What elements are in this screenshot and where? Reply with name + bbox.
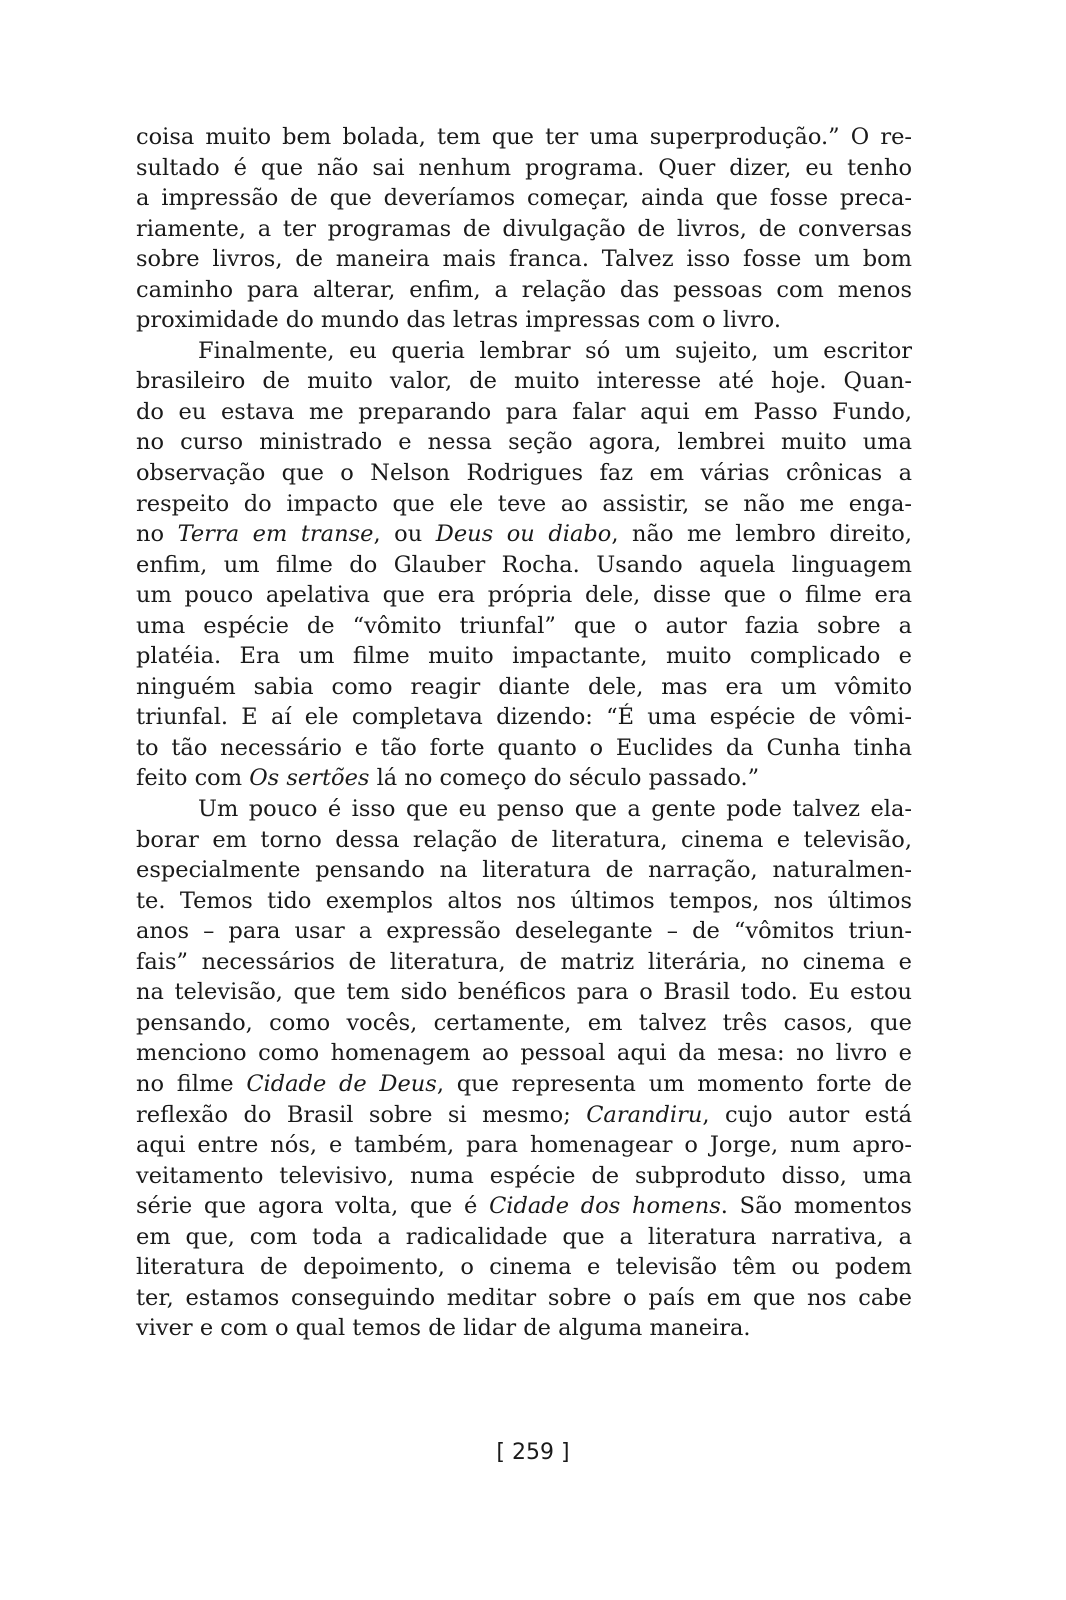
text-segment: especialmente pensando na literatura de narração, naturalmen- [136,857,912,884]
text-line [136,183,912,214]
text-segment: te. Temos tido exemplos altos nos últimos tempos, nos últimos [136,887,912,914]
text-line [136,489,912,520]
text-segment: série que agora volta, que é [136,1193,490,1220]
text-segment: sultado é que não sai nenhum programa. Quer dizer, eu tenho [136,154,912,181]
text-line [136,153,912,184]
text-segment: do eu estava me preparando para falar aqui em Passo Fundo, [136,398,912,425]
text-segment: no curso ministrado e nessa seção agora, lembrei muito uma [136,429,912,456]
italic-title: Deus ou diabo [435,521,612,548]
text-segment: triunfal. E aí ele completava dizendo: “É uma espécie de vômi- [136,704,912,731]
text-line [136,855,912,886]
text-line [136,1161,912,1192]
text-segment: Um pouco é isso que eu penso que a gente pode talvez ela- [198,796,912,823]
text-segment: proximidade do mundo das letras impressas com o livro. [136,307,781,334]
text-line [136,1008,912,1039]
text-line [136,214,912,245]
italic-title: Cidade dos homens [489,1193,721,1220]
text-line [136,550,912,581]
text-segment: em que, com toda a radicalidade que a literatura narrativa, a [136,1223,912,1250]
text-line [136,947,912,978]
italic-title: Terra em transe [177,521,374,548]
italic-title: Cidade de Deus [246,1070,437,1097]
italic-title: Carandiru [586,1101,703,1128]
text-line [136,702,912,733]
text-segment: aqui entre nós, e também, para homenagear o Jorge, num apro- [136,1132,912,1159]
text-segment: literatura de depoimento, o cinema e televisão têm ou podem [136,1254,912,1281]
text-line [136,336,912,367]
text-segment: borar em torno dessa relação de literatura, cinema e televisão, [136,826,912,853]
text-line [136,672,912,703]
text-segment: to tão necessário e tão forte quanto o Euclides da Cunha tinha [136,734,912,761]
text-segment: ter, estamos conseguindo meditar sobre o país em que nos cabe [136,1284,912,1311]
text-line [136,1038,912,1069]
paragraph [136,336,912,794]
text-segment: respeito do impacto que ele teve ao assistir, se não me enga- [136,490,912,517]
text-segment: reflexão do Brasil sobre si mesmo; [136,1101,587,1128]
text-line [136,1222,912,1253]
text-segment: coisa muito bem bolada, tem que ter uma superprodução.” O re- [136,124,912,150]
italic-title: Os sertões [249,765,370,792]
paragraph [136,794,912,1344]
page-number: [ 259 ] [496,1440,570,1465]
text-segment: , não me lembro direito, [611,521,912,548]
text-segment: veitamento televisivo, numa espécie de subproduto disso, uma [136,1162,912,1189]
text-segment: pensando, como vocês, certamente, em talvez três casos, que [136,1009,912,1036]
body-text [136,122,912,1344]
text-line [136,580,912,611]
text-line [136,886,912,917]
text-line [136,611,912,642]
text-line [136,275,912,306]
text-line [136,763,912,794]
text-segment: platéia. Era um filme muito impactante, muito complicado e [136,643,912,670]
text-line [136,1283,912,1314]
text-line [136,1313,912,1344]
text-segment: feito com [136,765,250,792]
text-segment: brasileiro de muito valor, de muito interesse até hoje. Quan- [136,368,912,395]
text-line [136,122,912,153]
text-line [136,1130,912,1161]
text-segment: um pouco apelativa que era própria dele, disse que o filme era [136,582,912,609]
text-line [136,825,912,856]
text-line [136,519,912,550]
text-segment: na televisão, que tem sido benéficos para o Brasil todo. Eu estou [136,979,912,1006]
text-line [136,641,912,672]
text-segment: lá no começo do século passado.” [369,765,760,792]
text-line [136,1252,912,1283]
text-segment: a impressão de que deveríamos começar, ainda que fosse preca- [136,185,912,212]
text-line [136,733,912,764]
text-segment: anos – para usar a expressão deselegante – de “vômitos triun- [136,918,912,945]
text-segment: viver e com o qual temos de lidar de alguma maneira. [136,1315,751,1342]
text-line [136,1191,912,1222]
text-segment: , ou [373,521,436,548]
text-line [136,1100,912,1131]
text-segment: caminho para alterar, enfim, a relação das pessoas com menos [136,276,912,303]
text-segment: enfim, um filme do Glauber Rocha. Usando aquela linguagem [136,551,912,578]
text-segment: observação que o Nelson Rodrigues faz em várias crônicas a [136,460,912,487]
paragraph [136,122,912,336]
text-line [136,305,912,336]
text-segment: riamente, a ter programas de divulgação de livros, de conversas [136,215,912,242]
text-line [136,458,912,489]
text-segment: Finalmente, eu queria lembrar só um sujeito, um escritor [198,337,912,364]
text-line [136,916,912,947]
text-line [136,977,912,1008]
text-segment: ninguém sabia como reagir diante dele, mas era um vômito [136,673,912,700]
text-segment: no [136,521,178,548]
text-line [136,794,912,825]
text-segment: , que representa um momento forte de [436,1070,912,1097]
text-segment: sobre livros, de maneira mais franca. Talvez isso fosse um bom [136,246,912,273]
text-segment: uma espécie de “vômito triunfal” que o autor fazia sobre a [136,612,912,639]
text-line [136,244,912,275]
text-segment: fais” necessários de literatura, de matriz literária, no cinema e [136,948,912,975]
text-line [136,366,912,397]
text-line [136,397,912,428]
text-segment: menciono como homenagem ao pessoal aqui da mesa: no livro e [136,1040,912,1067]
text-segment: , cujo autor está [702,1101,912,1128]
text-segment: no filme [136,1070,247,1097]
text-line [136,427,912,458]
text-segment: . São momentos [720,1193,912,1220]
text-line [136,1069,912,1100]
